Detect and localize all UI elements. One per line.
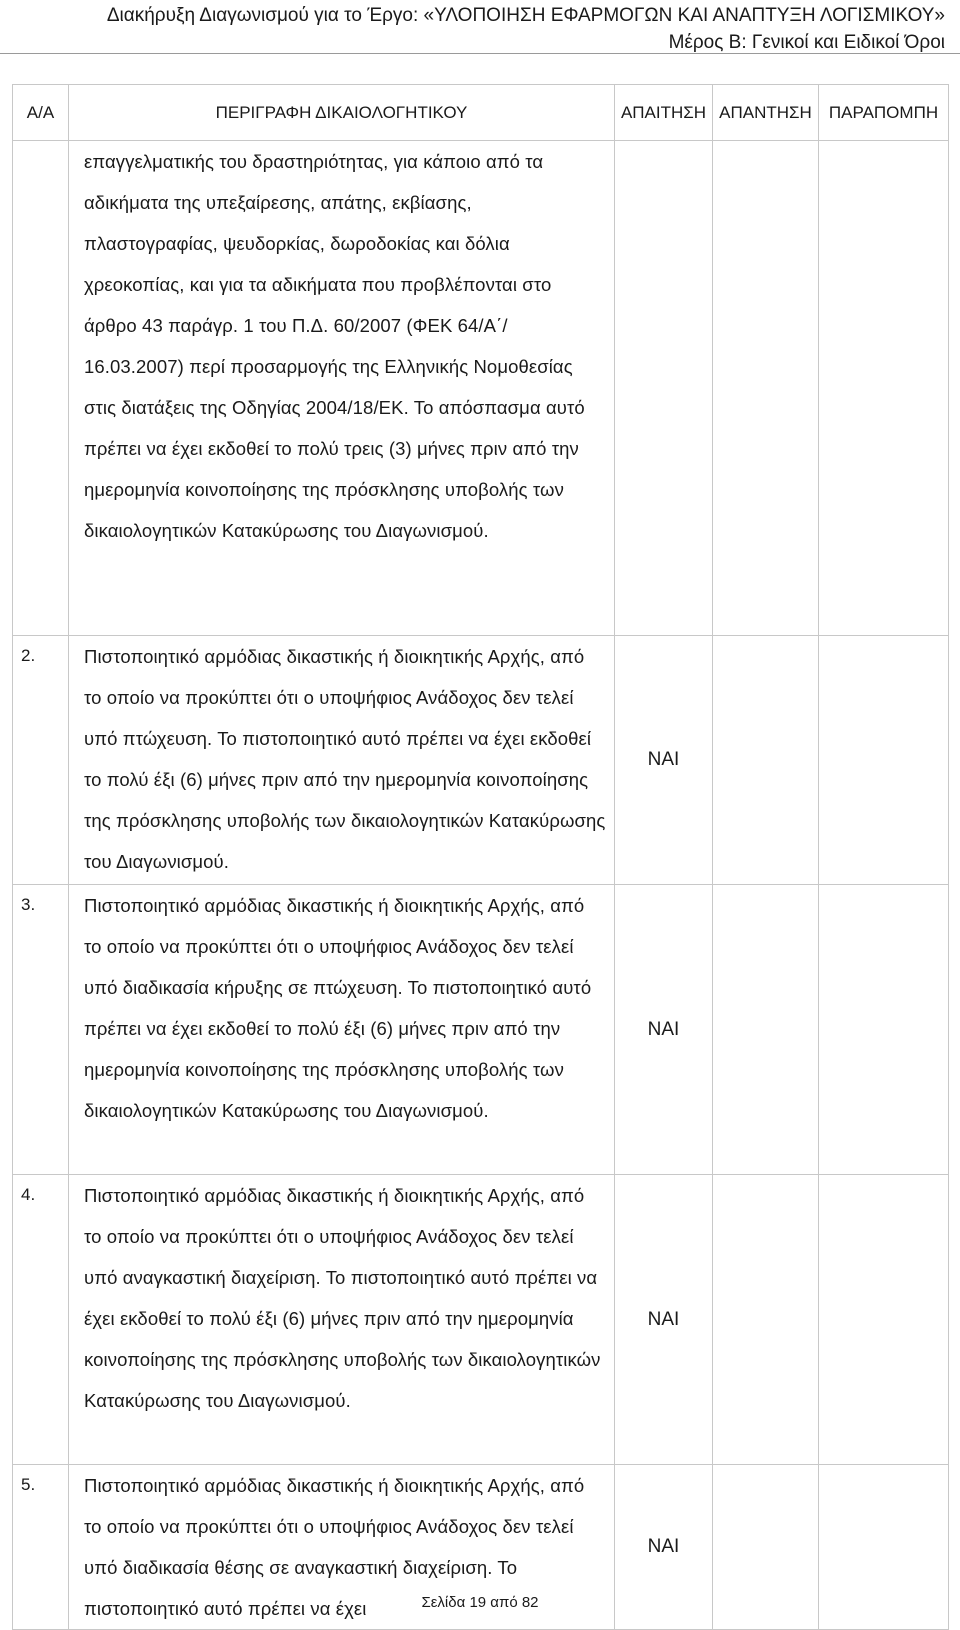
row-description: Πιστοποιητικό αρμόδιας δικαστικής ή διοικητικής Αρχής, από το οποίο να προκύπτει ότι ο υποψήφιος Ανάδοχος δεν τελεί υπό πτώχευση. Το πιστοποιητικό αυτό πρέπει να έχει εκδοθεί το πολύ έξι (6) μήνες πριν από την ημερομηνία κοινοποίησης της πρόσκλησης υποβολής των δικαιολογητικών Κατακύρωσης του Διαγωνισμού. bbox=[69, 636, 615, 885]
row-reference bbox=[819, 141, 949, 636]
page-number: Σελίδα 19 από 82 bbox=[421, 1594, 539, 1611]
row-description: Πιστοποιητικό αρμόδιας δικαστικής ή διοικητικής Αρχής, από το οποίο να προκύπτει ότι ο υποψήφιος Ανάδοχος δεν τελεί υπό αναγκαστική διαχείριση. Το πιστοποιητικό αυτό πρέπει να έχει εκδοθεί το πολύ έξι (6) μήνες πριν από την ημερομηνία κοινοποίησης της πρόσκλησης υποβολής των δικαιολογητικών Κατακύρωσης του Διαγωνισμού. bbox=[69, 1175, 615, 1465]
row-number: 3. bbox=[13, 885, 69, 1175]
table-row bbox=[13, 141, 949, 636]
column-header-aa: Α/Α bbox=[13, 85, 69, 141]
row-requirement bbox=[615, 141, 713, 636]
row-number: 5. bbox=[13, 1465, 69, 1630]
row-answer bbox=[713, 141, 819, 636]
row-description: Πιστοποιητικό αρμόδιας δικαστικής ή διοικητικής Αρχής, από το οποίο να προκύπτει ότι ο υποψήφιος Ανάδοχος δεν τελεί υπό διαδικασία θέσης σε αναγκαστική διαχείριση. Το πιστοποιητικό αυτό πρέπει να έχει bbox=[69, 1465, 615, 1630]
column-header-answer: ΑΠΑΝΤΗΣΗ bbox=[713, 85, 819, 141]
table-row bbox=[13, 1175, 949, 1465]
row-number bbox=[13, 141, 69, 636]
table-row bbox=[13, 885, 949, 1175]
row-requirement: ΝΑΙ bbox=[615, 885, 713, 1175]
column-header-description: ΠΕΡΙΓΡΑΦΗ ΔΙΚΑΙΟΛΟΓΗΤΙΚΟΥ bbox=[69, 85, 615, 141]
header-subtitle: Μέρος Β: Γενικοί και Ειδικοί Όροι bbox=[668, 32, 945, 53]
table-row bbox=[13, 636, 949, 885]
document-header bbox=[0, 0, 945, 56]
header-title: Διακήρυξη Διαγωνισμού για το Έργο: «ΥΛΟΠΟΙΗΣΗ ΕΦΑΡΜΟΓΩΝ ΚΑΙ ΑΝΑΠΤΥΞΗ ΛΟΓΙΣΜΙΚΟΥ» bbox=[106, 5, 945, 26]
row-requirement: ΝΑΙ bbox=[615, 636, 713, 885]
table-header-row bbox=[13, 85, 949, 141]
row-answer bbox=[713, 636, 819, 885]
row-number: 4. bbox=[13, 1175, 69, 1465]
row-description: Πιστοποιητικό αρμόδιας δικαστικής ή διοικητικής Αρχής, από το οποίο να προκύπτει ότι ο υποψήφιος Ανάδοχος δεν τελεί υπό διαδικασία κήρυξης σε πτώχευση. Το πιστοποιητικό αυτό πρέπει να έχει εκδοθεί το πολύ έξι (6) μήνες πριν από την ημερομηνία κοινοποίησης της πρόσκλησης υποβολής των δικαιολογητικών Κατακύρωσης του Διαγωνισμού. bbox=[69, 885, 615, 1175]
row-answer bbox=[713, 1175, 819, 1465]
row-requirement: ΝΑΙ bbox=[615, 1465, 713, 1630]
row-answer bbox=[713, 885, 819, 1175]
row-reference bbox=[819, 636, 949, 885]
column-header-reference: ΠΑΡΑΠΟΜΠΗ bbox=[819, 85, 949, 141]
row-reference bbox=[819, 885, 949, 1175]
header-divider bbox=[0, 53, 960, 54]
row-number: 2. bbox=[13, 636, 69, 885]
row-reference bbox=[819, 1175, 949, 1465]
row-requirement: ΝΑΙ bbox=[615, 1175, 713, 1465]
row-description: επαγγελματικής του δραστηριότητας, για κάποιο από τα αδικήματα της υπεξαίρεσης, απάτης, εκβίασης, πλαστογραφίας, ψευδορκίας, δωροδοκίας και δόλια χρεοκοπίας, και για τα αδικήματα που προβλέπονται στο άρθρο 43 παράγρ. 1 του Π.Δ. 60/2007 (ΦΕΚ 64/Α΄/ 16.03.2007) περί προσαρμογής της Ελληνικής Νομοθεσίας στις διατάξεις της Οδηγίας 2004/18/ΕΚ. Το απόσπασμα αυτό πρέπει να έχει εκδοθεί το πολύ τρεις (3) μήνες πριν από την ημερομηνία κοινοποίησης της πρόσκλησης υποβολής των δικαιολογητικών Κατακύρωσης του Διαγωνισμού. bbox=[69, 141, 615, 636]
column-header-requirement: ΑΠΑΙΤΗΣΗ bbox=[615, 85, 713, 141]
requirements-table bbox=[12, 84, 949, 1630]
